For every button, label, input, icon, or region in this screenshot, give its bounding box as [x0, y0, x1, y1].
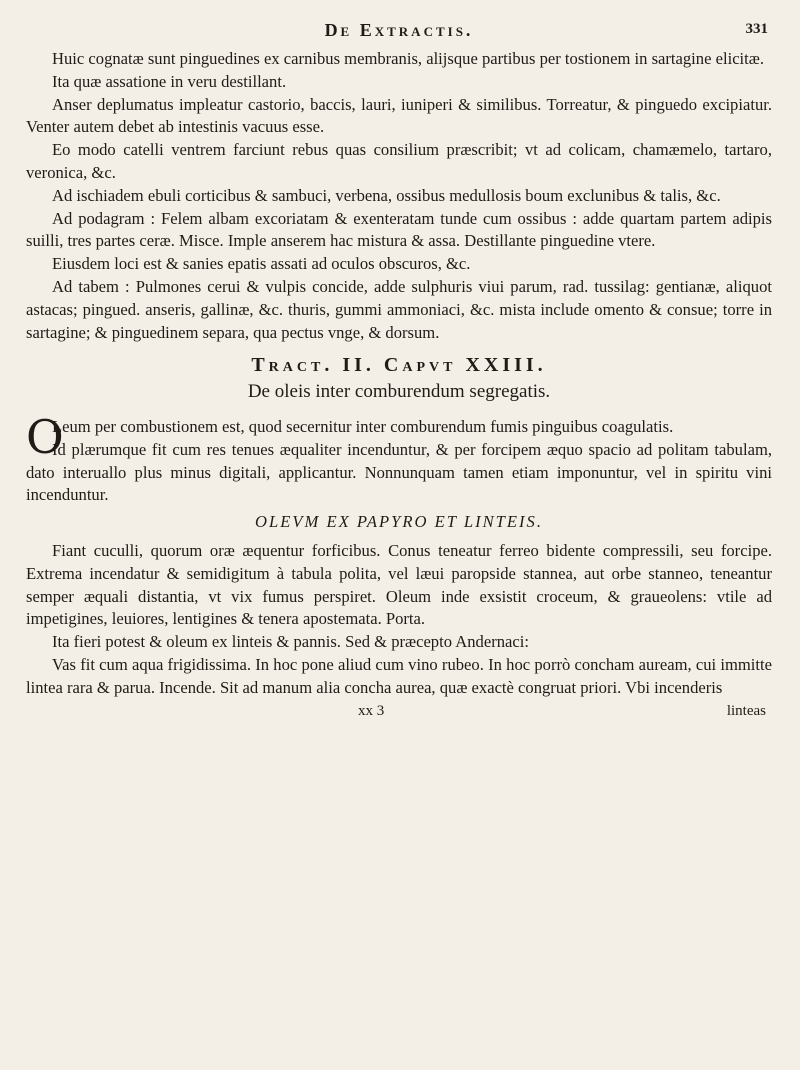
paragraph-plaerumque: Id plærumque fit cum res tenues æqualiter incenduntur, & per forcipem æquo spacio ad politam tabulam, dato interuallo plus minus digitali, applicantur. Nonnunquam tamen etiam imponuntur, vel in spiritu vini incenduntur. — [26, 439, 772, 505]
paragraph-linteis: Ita fieri potest & oleum ex linteis & pannis. Sed & præcepto Andernaci: — [52, 632, 529, 652]
catchword: linteas — [726, 702, 766, 719]
paragraph-ischiadem: Ad ischiadem ebuli corticibus & sambuci, verbena, ossibus medullosis boum exclunibus & talis, &c. — [52, 185, 721, 205]
signature-mark: xx 3 — [358, 702, 385, 719]
paragraph-tabem: Ad tabem : Pulmones cerui & vulpis concide, adde sulphuris viui parum, rad. tussilag: gentianæ, aliquot astacas; pingued. anseris, gallinæ, &c. thuris, gummi ammoniaci, &c. mista include omento & consue; torre in sartagine; & pinguedinem separa, qua pectus vnge, & dorsum. — [26, 276, 772, 342]
paragraph-catelli: Eo modo catelli ventrem farciunt rebus quas consilium præscribit; vt ad colicam, chamæmelo, tartaro, veronica, &c. — [26, 140, 772, 182]
paragraph-cognatae: Huic cognatæ sunt pinguedines ex carnibus membranis, alijsque partibus per tostionem in sartagine elicitæ. — [52, 49, 764, 68]
page-number: 331 — [745, 21, 768, 37]
oleum-paragraph-block — [26, 409, 772, 464]
tract-heading: Tract. II. Capvt XXIII. — [251, 354, 547, 377]
main-text — [26, 48, 772, 724]
dropcap-letter: O — [26, 409, 64, 464]
paragraph-assatione: Ita quæ assatione in veru destillant. — [52, 71, 287, 91]
paragraph-epatis: Eiusdem loci est & sanies epatis assati ad oculos obscuros, &c. — [52, 254, 471, 274]
paragraph-vas: Vas fit cum aqua frigidissima. In hoc pone aliud cum vino rubeo. In hoc porrò concham auream, cui immitte lintea rara & parua. Incende. Sit ad manum alia concha aurea, quæ exactè congruat priori. Vbi incenderis — [26, 654, 772, 697]
page-footer — [26, 700, 772, 724]
running-head — [26, 14, 772, 44]
running-title: De Extractis. — [324, 20, 474, 40]
section-title: De oleis inter comburendum segregatis. — [247, 381, 551, 403]
paragraph-podagram: Ad podagram : Felem albam excoriatam & exenteratam tunde cum ossibus : adde quartam partem adipis suilli, tres partes ceræ. Misce. Imple anserem hac mistura & assa. Destillante pinguedine vtere. — [26, 208, 772, 251]
subheading: OLEVM EX PAPYRO ET LINTEIS. — [254, 512, 543, 532]
paragraph-anser: Anser deplumatus impleatur castorio, baccis, lauri, iuniperi & similibus. Torreatur, & pinguedo excipiatur. Venter autem debet ab intestinis vacuus esse. — [26, 94, 772, 137]
tract-heading-block — [26, 354, 772, 377]
paragraph-cuculli: Fiant cuculli, quorum oræ æquentur forficibus. Conus teneatur ferreo bidente compressili, seu forcipe. Extrema incendatur & semidigitum à tabula polita, vel læui paropside stannea, aut orbe stanneo, teneantur semper æquali distantia, vt vix fumus perspiret. Oleum inde exsistit croceum, & graueolens: vtile ad impetigines, leuiores, lentigines & tenera apostemata. Porta. — [26, 540, 772, 629]
oleum-paragraph: Leum per combustionem est, quod secernitur inter comburendum fumis pinguibus coagulatis. — [52, 416, 674, 436]
